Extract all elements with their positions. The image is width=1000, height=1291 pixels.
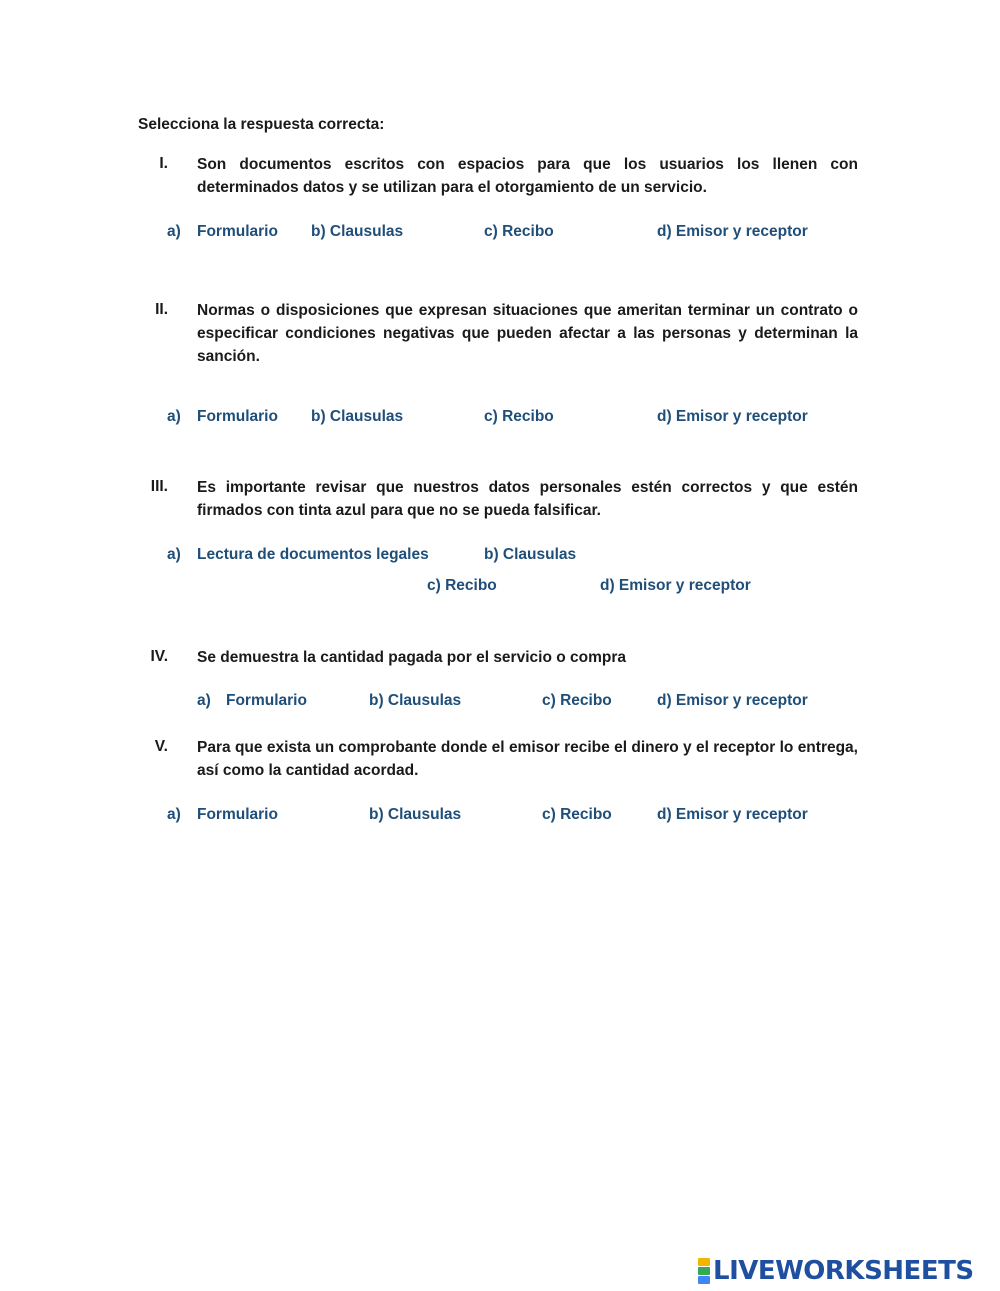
option-d[interactable]: d) Emisor y receptor <box>657 692 808 709</box>
question-number: II. <box>155 301 168 318</box>
liveworksheets-logo <box>698 1258 974 1284</box>
option-d[interactable]: d) Emisor y receptor <box>657 806 808 823</box>
option-a[interactable]: Formulario <box>226 692 307 709</box>
option-a-marker: a) <box>197 692 211 709</box>
instruction-text: Selecciona la respuesta correcta: <box>138 116 385 133</box>
question-text: Se demuestra la cantidad pagada por el servicio o compra <box>197 649 626 666</box>
option-a-marker: a) <box>167 546 181 563</box>
option-a[interactable]: Formulario <box>197 806 278 823</box>
option-c[interactable]: c) Recibo <box>542 806 612 823</box>
question-number: IV. <box>150 648 168 665</box>
option-a[interactable]: Formulario <box>197 223 278 240</box>
option-d[interactable]: d) Emisor y receptor <box>600 577 751 594</box>
liveworksheets-logo-icon <box>698 1258 710 1284</box>
question-number: V. <box>154 738 168 755</box>
question-number: I. <box>159 155 168 172</box>
option-a[interactable]: Lectura de documentos legales <box>197 546 429 563</box>
option-a[interactable]: Formulario <box>197 408 278 425</box>
option-c[interactable]: c) Recibo <box>542 692 612 709</box>
option-a-marker: a) <box>167 806 181 823</box>
question-text: Normas o disposiciones que expresan situaciones que ameritan terminar un contrato o especificar condiciones negativas que pueden afectar a las personas y determinan la sanción. <box>197 302 858 365</box>
option-a-marker: a) <box>167 408 181 425</box>
option-a-marker: a) <box>167 223 181 240</box>
option-b[interactable]: b) Clausulas <box>484 546 577 563</box>
option-b[interactable]: b) Clausulas <box>311 223 404 240</box>
option-d[interactable]: d) Emisor y receptor <box>657 408 808 425</box>
option-d[interactable]: d) Emisor y receptor <box>657 223 808 240</box>
option-b[interactable]: b) Clausulas <box>369 692 462 709</box>
option-b[interactable]: b) Clausulas <box>311 408 404 425</box>
option-c[interactable]: c) Recibo <box>484 408 554 425</box>
option-b[interactable]: b) Clausulas <box>369 806 462 823</box>
option-c[interactable]: c) Recibo <box>484 223 554 240</box>
logo-block <box>698 1276 710 1284</box>
question-text: Son documentos escritos con espacios para que los usuarios los llenen con determinados datos y se utilizan para el otorgamiento de un servicio. <box>197 156 858 196</box>
question-text: Es importante revisar que nuestros datos personales estén correctos y que estén firmados con tinta azul para que no se pueda falsificar. <box>197 479 858 519</box>
logo-block <box>698 1267 710 1275</box>
logo-block <box>698 1258 710 1266</box>
question-number: III. <box>150 478 168 495</box>
option-c[interactable]: c) Recibo <box>427 577 497 594</box>
logo-text: LIVEWORKSHEETS <box>713 1256 974 1286</box>
question-text: Para que exista un comprobante donde el emisor recibe el dinero y el receptor lo entrega, así como la cantidad acordad. <box>197 739 858 779</box>
